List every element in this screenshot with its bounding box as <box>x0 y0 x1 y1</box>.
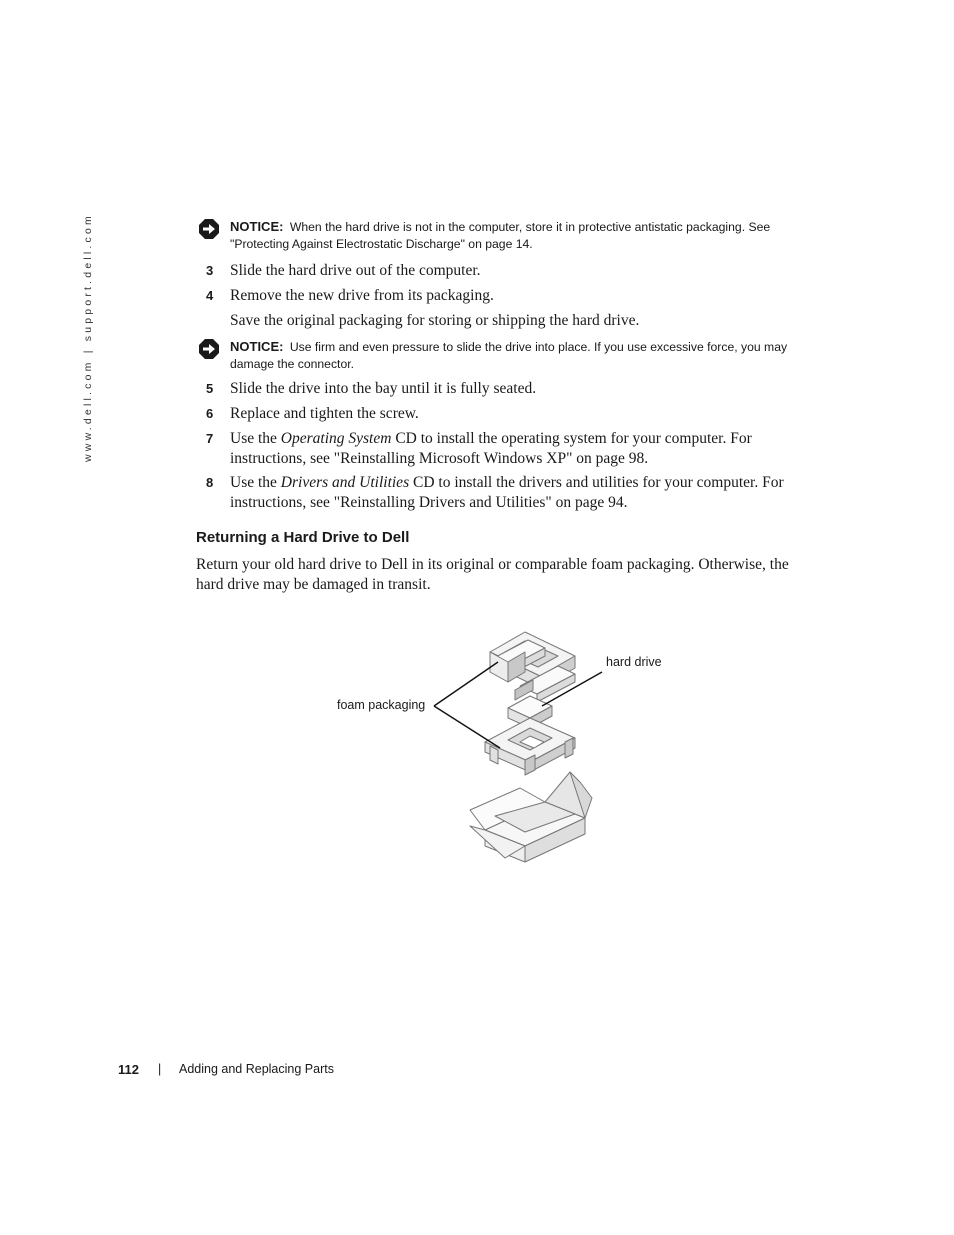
notice-text: When the hard drive is not in the computer, store it in protective antistatic packaging. See "Protecting Against Electrostatic Discharge" on page 14. <box>230 220 771 251</box>
cd-name: Drivers and Utilities <box>280 474 410 491</box>
notice-arrow-icon <box>198 338 220 360</box>
shipping-box <box>470 772 592 862</box>
step-5 <box>206 379 806 399</box>
step-text: Slide the hard drive out of the computer. <box>230 262 481 279</box>
step-4-note: Save the original packaging for storing or shipping the hard drive. <box>230 312 640 329</box>
cd-name: Operating System <box>280 430 392 447</box>
sidebar-url: www.dell.com | support.dell.com <box>82 213 94 462</box>
step-number: 8 <box>206 475 214 490</box>
step-8 <box>206 473 806 512</box>
notice-arrow-icon <box>198 218 220 240</box>
foam-packaging-label: foam packaging <box>337 698 426 712</box>
step-number: 5 <box>206 381 214 396</box>
step-text: Remove the new drive from its packaging. <box>230 287 494 304</box>
step-text-post: CD to install the drivers and utilities for your computer. For instructions, see "Reinstalling Drivers and Utilities" on page 94. <box>230 474 784 511</box>
page-number: 112 <box>118 1062 139 1077</box>
notice-label: NOTICE: <box>230 339 284 354</box>
step-text-pre: Use the <box>230 474 281 491</box>
step-7 <box>206 429 806 468</box>
step-number: 6 <box>206 406 214 421</box>
step-text: Replace and tighten the screw. <box>230 405 419 422</box>
footer-separator: | <box>158 1062 162 1076</box>
step-text <box>230 473 806 512</box>
step-text-pre: Use the <box>230 430 281 447</box>
step-text <box>230 429 806 468</box>
notice-firm-pressure <box>198 338 808 373</box>
notice-text: Use firm and even pressure to slide the drive into place. If you use excessive force, you may damage the connector. <box>230 340 788 371</box>
notice-antistatic <box>198 218 808 253</box>
step-text: Slide the drive into the bay until it is fully seated. <box>230 380 537 397</box>
hard-drive-label: hard drive <box>606 655 662 669</box>
section-heading: Returning a Hard Drive to Dell <box>196 529 410 546</box>
step-number: 3 <box>206 263 214 278</box>
step-text-post: CD to install the operating system for your computer. For instructions, see "Reinstalling Microsoft Windows XP" on page 98. <box>230 430 752 467</box>
chapter-title: Adding and Replacing Parts <box>179 1062 334 1076</box>
section-body: Return your old hard drive to Dell in its original or comparable foam packaging. Otherwise, the hard drive may be damaged in transit. <box>196 556 789 593</box>
packaging-figure <box>330 620 680 880</box>
step-number: 4 <box>206 288 214 303</box>
step-number: 7 <box>206 431 214 446</box>
step-4 <box>206 286 806 306</box>
step-3 <box>206 261 806 281</box>
page-footer <box>118 1062 334 1077</box>
notice-label: NOTICE: <box>230 219 284 234</box>
step-6 <box>206 404 806 424</box>
top-foam-packaging <box>490 632 575 702</box>
